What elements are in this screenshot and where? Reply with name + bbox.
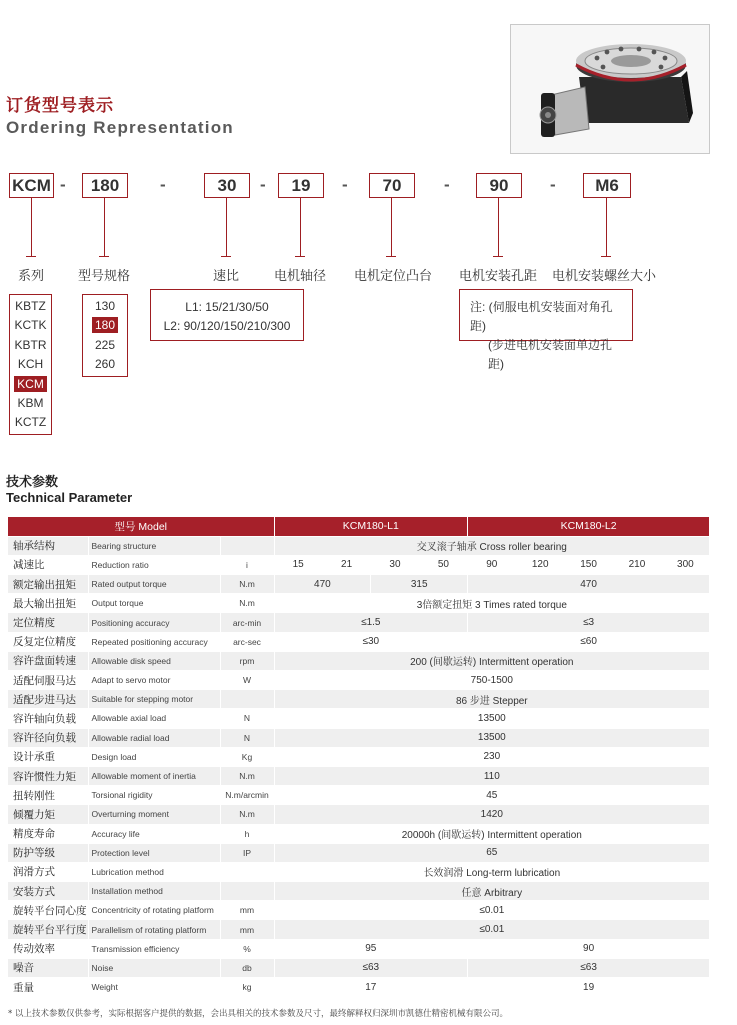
- param-value: 任意 Arbitrary: [274, 882, 710, 901]
- header-l2: KCM180-L2: [468, 517, 710, 536]
- param-unit: N: [220, 728, 274, 747]
- param-name-cn: 重量: [8, 978, 88, 997]
- table-row: [8, 690, 710, 709]
- code-boss: 70: [369, 173, 415, 198]
- code-series: KCM: [9, 173, 54, 198]
- param-value-l2: ≤3: [468, 613, 710, 632]
- param-unit: Kg: [220, 747, 274, 766]
- header-l1: KCM180-L1: [274, 517, 468, 536]
- table-row: [8, 920, 710, 939]
- param-value: 200 (间歇运转) Intermittent operation: [274, 651, 710, 670]
- param-name-cn: 精度寿命: [8, 824, 88, 843]
- table-row: [8, 824, 710, 843]
- param-value-l2: ≤60: [468, 632, 710, 651]
- param-name-en: Bearing structure: [88, 536, 220, 555]
- param-unit: N.m: [220, 575, 274, 594]
- label-motor-shaft: 电机轴径: [274, 269, 327, 284]
- ratio-value: 21: [322, 555, 370, 574]
- list-item-selected: KCM: [10, 375, 51, 394]
- param-name-en: Repeated positioning accuracy: [88, 632, 220, 651]
- hole-note: [459, 289, 633, 371]
- param-name-en: Accuracy life: [88, 824, 220, 843]
- connector-line: [31, 198, 32, 256]
- param-unit: N.m: [220, 766, 274, 785]
- param-name-cn: 减速比: [8, 555, 88, 574]
- table-row: [8, 747, 710, 766]
- param-value: 13500: [274, 709, 710, 728]
- param-unit: [220, 862, 274, 881]
- param-unit: arc-sec: [220, 632, 274, 651]
- code-separator: -: [60, 175, 66, 194]
- label-ratio: 速比: [213, 269, 240, 284]
- table-row: [8, 555, 710, 574]
- table-row: [8, 978, 710, 997]
- param-value-l1: 95: [274, 939, 468, 958]
- param-name-cn: 设计承重: [8, 747, 88, 766]
- param-value: ≤0.01: [274, 901, 710, 920]
- table-row: [8, 958, 710, 977]
- param-unit: [220, 690, 274, 709]
- param-name-en: Allowable radial load: [88, 728, 220, 747]
- hole-note-line2: (步进电机安装面单边孔距): [488, 338, 612, 371]
- param-name-en: Installation method: [88, 882, 220, 901]
- param-name-en: Rated output torque: [88, 575, 220, 594]
- param-unit: N.m: [220, 805, 274, 824]
- page-title-cn: 订货型号表示: [6, 96, 114, 116]
- ratio-note-l2: L2: 90/120/150/210/300: [163, 319, 291, 333]
- ratio-value: 90: [468, 555, 516, 574]
- label-model-spec: 型号规格: [78, 269, 131, 284]
- param-unit: N.m: [220, 594, 274, 613]
- connector-tick: [26, 256, 36, 257]
- label-motor-screw: 电机安装螺丝大小: [552, 269, 657, 284]
- param-name-cn: 额定输出扭矩: [8, 575, 88, 594]
- connector-line: [498, 198, 499, 256]
- param-value: 13500: [274, 728, 710, 747]
- param-value: 470: [274, 575, 371, 594]
- connector-tick: [221, 256, 231, 257]
- param-name-cn: 旋转平台平行度: [8, 920, 88, 939]
- code-separator: -: [444, 175, 450, 194]
- param-value: 110: [274, 766, 710, 785]
- ratio-value: 120: [516, 555, 564, 574]
- spec-table: [8, 517, 710, 997]
- param-name-en: Allowable axial load: [88, 709, 220, 728]
- param-name-cn: 容许轴向负载: [8, 709, 88, 728]
- param-name-en: Reduction ratio: [88, 555, 220, 574]
- list-item: KBM: [17, 395, 44, 410]
- table-row: [8, 766, 710, 785]
- ratio-note: [150, 289, 304, 341]
- param-value-l1: ≤30: [274, 632, 468, 651]
- header-model: 型号 Model: [8, 517, 274, 536]
- list-item: 130: [94, 299, 116, 313]
- table-row: [8, 939, 710, 958]
- table-row: [8, 632, 710, 651]
- product-photo: [510, 24, 710, 154]
- code-ratio: 30: [204, 173, 250, 198]
- param-name-en: Transmission efficiency: [88, 939, 220, 958]
- code-screw: M6: [583, 173, 631, 198]
- code-shaft: 19: [278, 173, 324, 198]
- ratio-value: 15: [274, 555, 322, 574]
- param-unit: N: [220, 709, 274, 728]
- param-value: 交叉滚子轴承 Cross roller bearing: [274, 536, 710, 555]
- param-value-l2: 19: [468, 978, 710, 997]
- connector-line: [226, 198, 227, 256]
- code-separator: -: [260, 175, 266, 194]
- ratio-value: 300: [661, 555, 709, 574]
- param-unit: %: [220, 939, 274, 958]
- page-title-en: Ordering Representation: [6, 118, 234, 137]
- param-value-l1: ≤1.5: [274, 613, 468, 632]
- param-value: 65: [274, 843, 710, 862]
- list-item: KCH: [17, 357, 44, 372]
- label-motor-boss: 电机定位凸台: [354, 269, 433, 284]
- code-separator: -: [550, 175, 556, 194]
- table-row: [8, 805, 710, 824]
- param-value: 3倍额定扭矩 3 Times rated torque: [274, 594, 710, 613]
- section-title-cn: 技术参数: [6, 475, 59, 490]
- param-name-cn: 轴承结构: [8, 536, 88, 555]
- param-name-en: Noise: [88, 958, 220, 977]
- list-item: KCTK: [14, 318, 47, 333]
- hole-note-line1: 注: (伺服电机安装面对角孔距): [470, 300, 613, 333]
- table-row: [8, 536, 710, 555]
- table-row: [8, 671, 710, 690]
- connector-line: [606, 198, 607, 256]
- param-name-en: Protection level: [88, 843, 220, 862]
- param-name-en: Adapt to servo motor: [88, 671, 220, 690]
- param-name-cn: 容许盘面转速: [8, 651, 88, 670]
- param-unit: i: [220, 555, 274, 574]
- param-value: 750-1500: [274, 671, 710, 690]
- param-name-en: Design load: [88, 747, 220, 766]
- param-name-en: Weight: [88, 978, 220, 997]
- table-row: [8, 728, 710, 747]
- param-name-en: Allowable disk speed: [88, 651, 220, 670]
- table-row: [8, 786, 710, 805]
- footnote: * 以上技术参数仅供参考，实际根据客户提供的数据，会出具相关的技术参数及尺寸，最终解释权归深圳市凯德仕精密机械有限公司。: [8, 1009, 508, 1019]
- param-value: 45: [274, 786, 710, 805]
- list-item: KBTR: [14, 337, 47, 352]
- param-value: 315: [371, 575, 468, 594]
- table-row: [8, 613, 710, 632]
- param-value: 20000h (间歇运转) Intermittent operation: [274, 824, 710, 843]
- param-unit: db: [220, 958, 274, 977]
- ratio-value: 30: [371, 555, 419, 574]
- code-model: 180: [82, 173, 128, 198]
- table-row: [8, 709, 710, 728]
- param-unit: mm: [220, 901, 274, 920]
- connector-tick: [601, 256, 611, 257]
- param-name-cn: 容许径向负载: [8, 728, 88, 747]
- param-unit: IP: [220, 843, 274, 862]
- connector-line: [300, 198, 301, 256]
- list-item: 225: [94, 337, 116, 352]
- param-name-en: Overturning moment: [88, 805, 220, 824]
- code-separator: -: [342, 175, 348, 194]
- param-name-cn: 润滑方式: [8, 862, 88, 881]
- series-list: [9, 294, 52, 435]
- param-value: ≤0.01: [274, 920, 710, 939]
- param-name-en: Lubrication method: [88, 862, 220, 881]
- param-name-en: Suitable for stepping motor: [88, 690, 220, 709]
- ratio-value: 150: [564, 555, 612, 574]
- list-item: KBTZ: [15, 299, 46, 313]
- table-row: [8, 901, 710, 920]
- param-name-en: Output torque: [88, 594, 220, 613]
- param-name-en: Allowable moment of inertia: [88, 766, 220, 785]
- param-name-en: Positioning accuracy: [88, 613, 220, 632]
- param-name-cn: 防护等级: [8, 843, 88, 862]
- param-unit: rpm: [220, 651, 274, 670]
- ratio-note-l1: L1: 15/21/30/50: [185, 300, 269, 314]
- param-value: 86 步进 Stepper: [274, 690, 710, 709]
- table-row: [8, 651, 710, 670]
- param-name-cn: 容许惯性力矩: [8, 766, 88, 785]
- param-unit: mm: [220, 920, 274, 939]
- table-row: [8, 843, 710, 862]
- label-series: 系列: [18, 269, 45, 284]
- param-unit: [220, 882, 274, 901]
- table-row: [8, 882, 710, 901]
- connector-tick: [99, 256, 109, 257]
- table-row: [8, 575, 710, 594]
- param-unit: kg: [220, 978, 274, 997]
- ratio-value: 210: [613, 555, 661, 574]
- section-title-en: Technical Parameter: [6, 490, 133, 505]
- param-name-cn: 最大输出扭矩: [8, 594, 88, 613]
- list-item: 260: [94, 357, 116, 372]
- connector-line: [391, 198, 392, 256]
- param-value: 长效润滑 Long-term lubrication: [274, 862, 710, 881]
- param-name-cn: 旋转平台同心度: [8, 901, 88, 920]
- param-value-l2: ≤63: [468, 958, 710, 977]
- connector-tick: [295, 256, 305, 257]
- param-name-en: Concentricity of rotating platform: [88, 901, 220, 920]
- connector-tick: [386, 256, 396, 257]
- param-name-cn: 传动效率: [8, 939, 88, 958]
- param-name-cn: 噪音: [8, 958, 88, 977]
- param-name-en: Torsional rigidity: [88, 786, 220, 805]
- param-name-cn: 安装方式: [8, 882, 88, 901]
- table-row: [8, 594, 710, 613]
- param-name-cn: 反复定位精度: [8, 632, 88, 651]
- table-header-row: [8, 517, 710, 536]
- connector-line: [104, 198, 105, 256]
- param-name-cn: 定位精度: [8, 613, 88, 632]
- param-value-l2: 90: [468, 939, 710, 958]
- param-name-cn: 倾覆力矩: [8, 805, 88, 824]
- list-item-selected: 180: [83, 316, 127, 335]
- param-value-l1: 17: [274, 978, 468, 997]
- table-row: [8, 862, 710, 881]
- connector-tick: [493, 256, 503, 257]
- param-value: 1420: [274, 805, 710, 824]
- param-name-cn: 扭转刚性: [8, 786, 88, 805]
- param-unit: W: [220, 671, 274, 690]
- model-list: [82, 294, 128, 377]
- param-name-en: Parallelism of rotating platform: [88, 920, 220, 939]
- param-unit: arc-min: [220, 613, 274, 632]
- param-value: 230: [274, 747, 710, 766]
- param-value: 470: [468, 575, 710, 594]
- list-item: KCTZ: [14, 415, 47, 430]
- label-motor-hole: 电机安装孔距: [459, 269, 538, 284]
- param-unit: h: [220, 824, 274, 843]
- code-separator: -: [160, 175, 166, 194]
- param-name-cn: 适配步进马达: [8, 690, 88, 709]
- ratio-value: 50: [419, 555, 467, 574]
- param-value-l1: ≤63: [274, 958, 468, 977]
- param-unit: N.m/arcmin: [220, 786, 274, 805]
- param-unit: [220, 536, 274, 555]
- code-hole: 90: [476, 173, 522, 198]
- param-name-cn: 适配伺服马达: [8, 671, 88, 690]
